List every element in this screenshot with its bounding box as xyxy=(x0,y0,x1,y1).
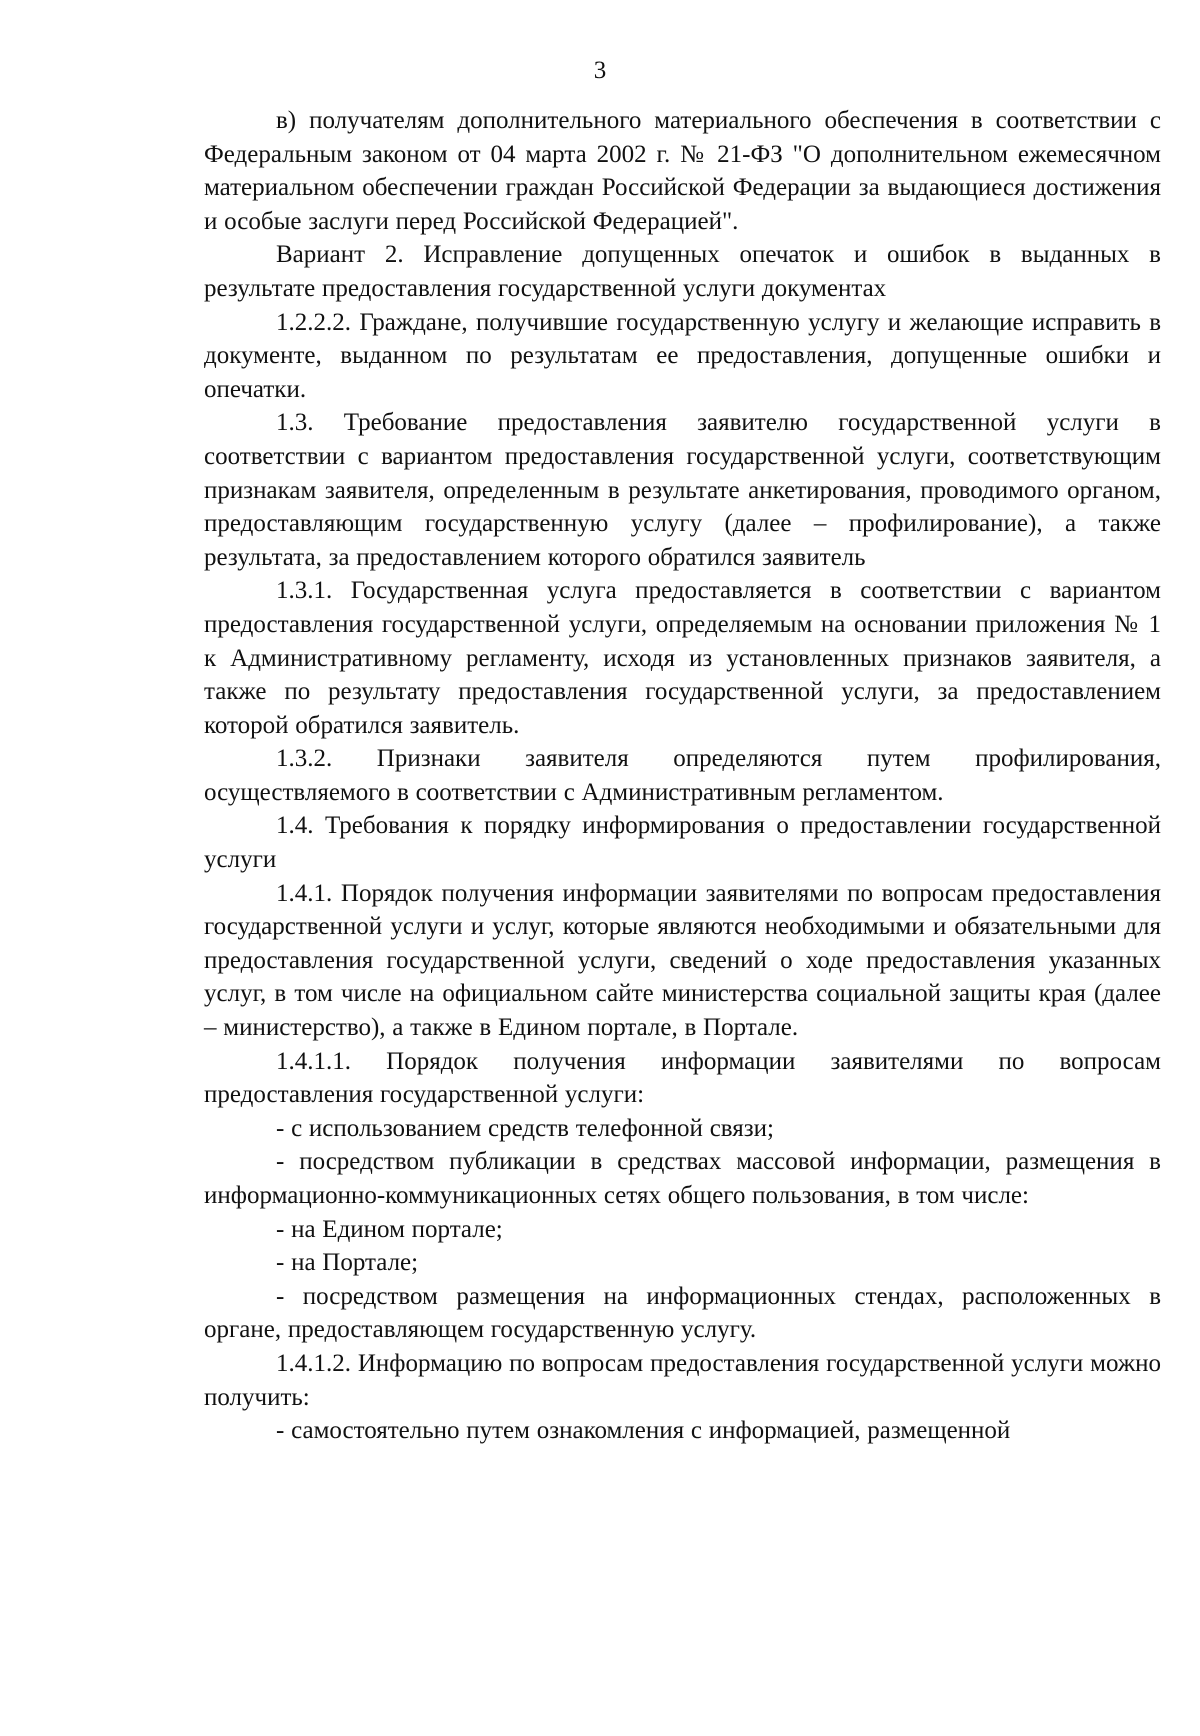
paragraph-1-4: 1.4. Требования к порядку информирования о предоставлении государственной услуги xyxy=(204,812,1161,874)
paragraph-1-4-1-2: 1.4.1.2. Информацию по вопросам предоставления государственной услуги можно получить: xyxy=(204,1349,1161,1411)
list-item-unified-portal: - на Едином портале; xyxy=(276,1215,503,1243)
document-body xyxy=(204,104,1161,1448)
page-number: 3 xyxy=(593,57,607,84)
paragraph-1-4-1-1: 1.4.1.1. Порядок получения информации заявителями по вопросам предоставления государственной услуги: xyxy=(204,1047,1161,1109)
paragraph-recipients-c: в) получателям дополнительного материального обеспечения в соответствии с Федеральным законом от 04 марта 2002 г. № 21-ФЗ "О дополнительном ежемесячном материальном обеспечении граждан Российской Федерации за выдающиеся достижения и особые заслуги перед Российской Федерацией". xyxy=(204,107,1161,235)
paragraph-variant-2: Вариант 2. Исправление допущенных опечаток и ошибок в выданных в результате предоставления государственной услуги документах xyxy=(204,241,1161,302)
paragraph-1-3-1: 1.3.1. Государственная услуга предоставляется в соответствии с вариантом предоставления государственной услуги, определяемым на основании приложения № 1 к Административному регламенту, исходя из установленных признаков заявителя, а также по результату предоставления государственной услуги, за предоставлением которой обратился заявитель. xyxy=(204,577,1161,739)
paragraph-1-3-2: 1.3.2. Признаки заявителя определяются путем профилирования, осуществляемого в соответствии с Административным регламентом. xyxy=(204,745,1161,806)
list-item-self-study: - самостоятельно путем ознакомления с информацией, размещенной xyxy=(276,1417,1011,1445)
list-item-stands: - посредством размещения на информационных стендах, расположенных в органе, предоставляющем государственную услугу. xyxy=(204,1282,1161,1344)
list-item-portal: - на Портале; xyxy=(276,1249,419,1277)
list-item-media: - посредством публикации в средствах массовой информации, размещения в информационно-коммуникационных сетях общего пользования, в том числе: xyxy=(204,1148,1161,1209)
paragraph-1-2-2-2: 1.2.2.2. Граждане, получившие государственную услугу и желающие исправить в документе, выданном по результатам ее предоставления, допущенные ошибки и опечатки. xyxy=(204,308,1161,403)
paragraph-1-4-1: 1.4.1. Порядок получения информации заявителями по вопросам предоставления государственной услуги и услуг, которые являются необходимыми и обязательными для предоставления государственной услуги, сведений о ходе предоставления указанных услуг, в том числе на официальном сайте министерства социальной защиты края (далее – министерство), а также в Едином портале, в Портале. xyxy=(204,879,1161,1042)
list-item-telephone: - с использованием средств телефонной связи; xyxy=(276,1114,774,1142)
paragraph-1-3: 1.3. Требование предоставления заявителю государственной услуги в соответствии с вариантом предоставления государственной услуги, соответствующим признакам заявителя, определенным в результате анкетирования, проводимого органом, предоставляющим государственную услугу (далее – профилирование), а также результата, за предоставлением которого обратился заявитель xyxy=(204,409,1161,571)
